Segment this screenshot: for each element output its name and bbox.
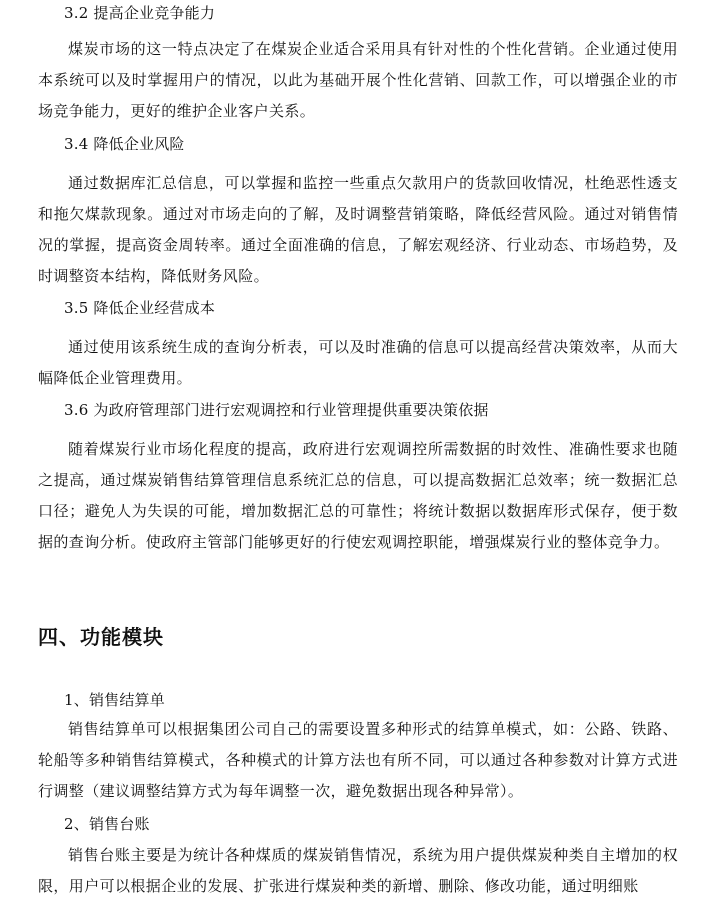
subheading-sales-ledger: 2、销售台账 [64,815,150,833]
paragraph-sales-settlement: 销售结算单可以根据集团公司自己的需要设置多种形式的结算单模式，如：公路、铁路、轮船等多种销售结算模式，各种模式的计算方法也有所不同，可以通过各种参数对计算方式进行调整（建议调整结算方式为每年调整一次，避免数据出现各种异常）。 [38,720,678,800]
subheading-3-5: 3.5 降低企业经营成本 [64,299,216,317]
section-title-function-modules: 四、功能模块 [38,625,164,649]
subheading-3-2: 3.2 提高企业竞争能力 [64,4,216,22]
subheading-3-4: 3.4 降低企业风险 [64,135,185,153]
paragraph-competitiveness: 煤炭市场的这一特点决定了在煤炭企业适合采用具有针对性的个性化营销。企业通过使用本系统可以及时掌握用户的情况，以此为基础开展个性化营销、回款工作，可以增强企业的市场竞争能力，更好的维护企业客户关系。 [38,40,678,120]
subheading-sales-settlement: 1、销售结算单 [64,691,165,709]
paragraph-cost: 通过使用该系统生成的查询分析表，可以及时准确的信息可以提高经营决策效率，从而大幅降低企业管理费用。 [38,338,678,387]
paragraph-government: 随着煤炭行业市场化程度的提高，政府进行宏观调控所需数据的时效性、准确性要求也随之提高，通过煤炭销售结算管理信息系统汇总的信息，可以提高数据汇总效率；统一数据汇总口径；避免人为失误的可能，增加数据汇总的可靠性；将统计数据以数据库形式保存，便于数据的查询分析。使政府主管部门能够更好的行使宏观调控职能，增强煤炭行业的整体竞争力。 [38,440,678,551]
paragraph-sales-ledger: 销售台账主要是为统计各种煤质的煤炭销售情况，系统为用户提供煤炭种类自主增加的权限，用户可以根据企业的发展、扩张进行煤炭种类的新增、删除、修改功能，通过明细账 [38,846,678,895]
subheading-3-6: 3.6 为政府管理部门进行宏观调控和行业管理提供重要决策依据 [64,401,489,419]
paragraph-risk: 通过数据库汇总信息，可以掌握和监控一些重点欠款用户的货款回收情况，杜绝恶性透支和拖欠煤款现象。通过对市场走向的了解，及时调整营销策略，降低经营风险。通过对销售情况的掌握，提高资金周转率。通过全面准确的信息，了解宏观经济、行业动态、市场趋势，及时调整资本结构，降低财务风险。 [38,174,678,285]
